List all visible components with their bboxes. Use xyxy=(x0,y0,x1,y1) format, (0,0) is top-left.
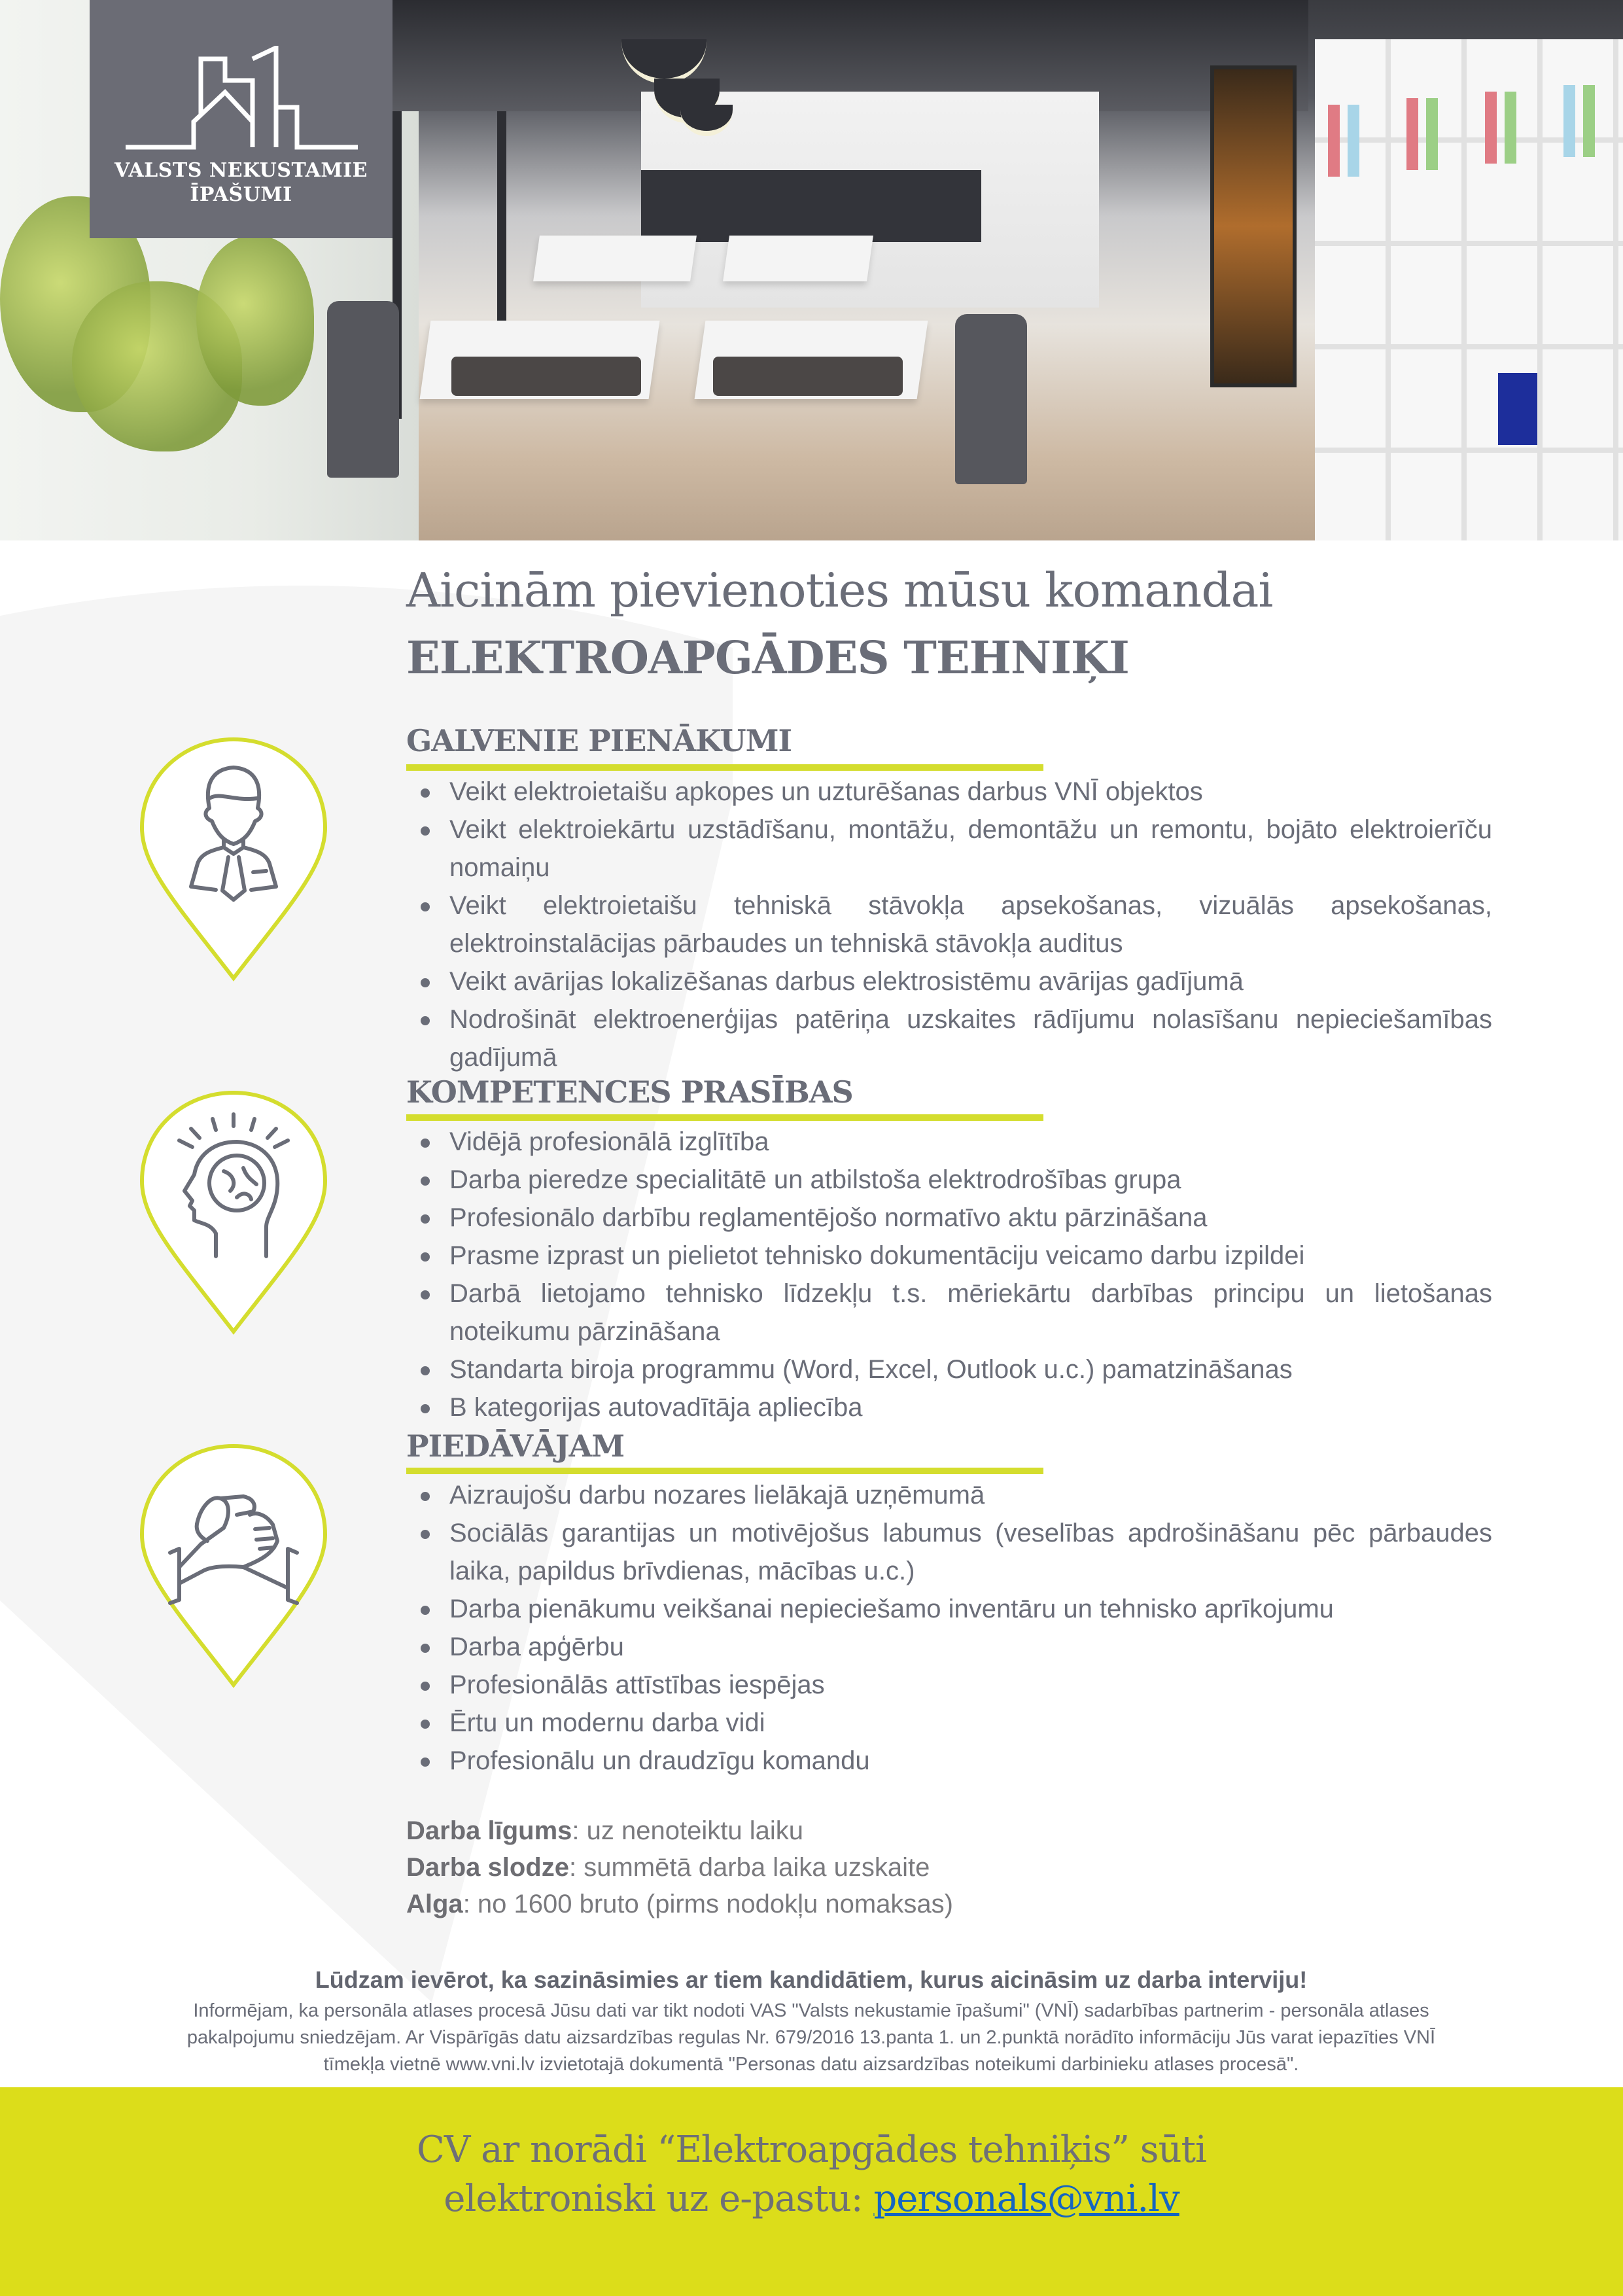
list-item: Aizraujošu darbu nozares lielākajā uzņēmumā xyxy=(406,1476,1492,1514)
head-brain-icon xyxy=(139,1089,328,1335)
privacy-line: tīmekļa vietnē www.vni.lv izvietotajā dokumentā "Personas datu aizsardzības noteikumi darbinieku atlases procesā". xyxy=(323,2054,1299,2075)
requirements-list xyxy=(406,1123,1492,1426)
page-title: ELEKTROAPGĀDES TEHNIĶI xyxy=(406,632,1129,684)
binder xyxy=(1485,92,1497,164)
list-item: Darba apģērbu xyxy=(406,1628,1492,1666)
section-divider xyxy=(406,1468,1043,1474)
list-item: Profesionālu un draudzīgu komandu xyxy=(406,1742,1492,1780)
company-logo xyxy=(90,0,393,238)
interview-notice: Lūdzam ievērot, ka sazināsimies ar tiem kandidātiem, kurus aicināsim uz darba interviju! xyxy=(315,1966,1308,1993)
office-chair xyxy=(327,301,399,478)
logo-text-line1: VALSTS NEKUSTAMIE xyxy=(114,159,368,182)
office-chair xyxy=(955,314,1027,484)
section-title-requirements: KOMPETENCES PRASĪBAS xyxy=(406,1074,853,1110)
desk-mat xyxy=(451,357,641,396)
list-item: Veikt elektroietaišu tehniskā stāvokļa apsekošanas, vizuālās apsekošanas, elektroinstalācijas pārbaudes un tehniskā stāvokļa auditus xyxy=(406,887,1492,963)
list-item: Prasme izprast un pielietot tehnisko dokumentāciju veicamo darbu izpildei xyxy=(406,1237,1492,1275)
email-link[interactable]: personals@vni.lv xyxy=(873,2178,1179,2220)
binder xyxy=(1583,85,1595,157)
list-item: Veikt elektroiekārtu uzstādīšanu, montāžu, demontāžu un remontu, bojāto elektroierīču nomaiņu xyxy=(406,811,1492,887)
binder xyxy=(1426,98,1438,170)
section-title-duties: GALVENIE PIENĀKUMI xyxy=(406,723,792,758)
desk-mat xyxy=(713,357,903,396)
list-item: Sociālās garantijas un motivējošus labumus (veselības apdrošināšanu pēc pārbaudes laika, papildus brīvdienas, mācības u.c.) xyxy=(406,1514,1492,1590)
privacy-line: pakalpojumu sniedzējam. Ar Vispārīgās datu aizsardzības regulas Nr. 679/2016 13.panta 1. un 2.punktā norādīto informāciju Jūs varat iepazīties VNĪ xyxy=(186,2027,1436,2048)
wall-board xyxy=(641,170,981,242)
apply-email-line xyxy=(0,2178,1623,2220)
bookshelf xyxy=(1315,39,1623,540)
term-label: Alga xyxy=(406,1890,463,1918)
term-value: : uz nenoteiktu laiku xyxy=(572,1816,803,1845)
list-item: Veikt avārijas lokalizēšanas darbus elektrosistēmu avārijas gadījumā xyxy=(406,963,1492,1000)
privacy-line: Informējam, ka personāla atlases procesā Jūsu dati var tikt nodoti VAS "Valsts nekustamie īpašumi" (VNĪ) sadarbības partnerim - personāla atlases xyxy=(193,2000,1429,2021)
list-item: Vidējā profesionālā izglītība xyxy=(406,1123,1492,1161)
term-value: : summētā darba laika uzskaite xyxy=(568,1853,930,1882)
desk xyxy=(533,236,697,281)
term-value: : no 1600 bruto (pirms nodokļu nomaksas) xyxy=(462,1890,953,1918)
lit-shelf-niche xyxy=(1210,65,1297,387)
list-item: Veikt elektroietaišu apkopes un uzturēšanas darbus VNĪ objektos xyxy=(406,773,1492,811)
page-subtitle: Aicinām pievienoties mūsu komandai xyxy=(406,563,1273,618)
term-label: Darba slodze xyxy=(406,1853,569,1882)
section-divider xyxy=(406,1114,1043,1121)
term-contract xyxy=(406,1812,953,1849)
list-item: Darba pienākumu veikšanai nepieciešamo inventāru un tehnisko aprīkojumu xyxy=(406,1590,1492,1628)
businessman-icon xyxy=(139,736,328,981)
buildings-logo-icon xyxy=(126,46,358,154)
section-title-offer: PIEDĀVĀJAM xyxy=(406,1428,625,1464)
section-divider xyxy=(406,764,1043,771)
list-item: Profesionālās attīstības iespējas xyxy=(406,1666,1492,1704)
term-salary xyxy=(406,1886,953,1922)
list-item: Profesionālo darbību reglamentējošo normatīvo aktu pārzināšana xyxy=(406,1199,1492,1237)
handshake-icon xyxy=(139,1443,328,1688)
apply-email-prefix: elektroniski uz e-pastu: xyxy=(444,2178,874,2220)
binder xyxy=(1348,105,1359,177)
list-item: Darbā lietojamo tehnisko līdzekļu t.s. mēriekārtu darbības principu un lietošanas noteikumu pārzināšana xyxy=(406,1275,1492,1351)
apply-footer xyxy=(0,2087,1623,2296)
list-item: Darba pieredze specialitātē un atbilstoša elektrodrošības grupa xyxy=(406,1161,1492,1199)
binder xyxy=(1328,105,1340,177)
list-item: Nodrošināt elektroenerģijas patēriņa uzskaites rādījumu nolasīšanu nepieciešamības gadījumā xyxy=(406,1000,1492,1076)
list-item: Standarta biroja programmu (Word, Excel, Outlook u.c.) pamatzināšanas xyxy=(406,1351,1492,1388)
binder xyxy=(1505,92,1516,164)
list-item: B kategorijas autovadītāja apliecība xyxy=(406,1388,1492,1426)
offer-list xyxy=(406,1476,1492,1780)
employment-terms xyxy=(406,1812,953,1922)
term-workload xyxy=(406,1849,953,1886)
desk xyxy=(723,236,873,281)
term-label: Darba līgums xyxy=(406,1816,572,1845)
apply-instruction: CV ar norādi “Elektroapgādes tehniķis” sūti xyxy=(417,2128,1206,2171)
hero-office-photo xyxy=(0,0,1623,540)
logo-text-line2: ĪPAŠUMI xyxy=(190,183,292,206)
binder xyxy=(1498,373,1537,445)
binder xyxy=(1563,85,1575,157)
binder xyxy=(1406,98,1418,170)
duties-list xyxy=(406,773,1492,1076)
list-item: Ērtu un modernu darba vidi xyxy=(406,1704,1492,1742)
privacy-notice xyxy=(131,1998,1492,2078)
